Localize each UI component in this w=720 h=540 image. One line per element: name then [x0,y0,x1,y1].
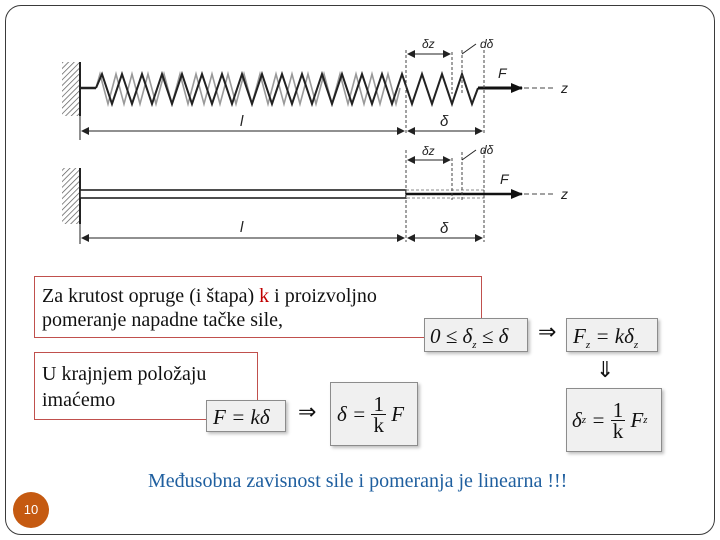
implies-arrow-icon: ⇒ [538,320,557,345]
force-z-formula: $F_z = k\delta_z$ [566,318,658,352]
spring-length-label: l [240,113,244,130]
extreme-line-2: imaćemo [42,389,116,411]
spring-elongation-label: δ [440,113,449,130]
conclusion-text: Međusobna zavisnost sile i pomeranja je linearna !!! [148,470,568,492]
spring-force-label: F [498,65,507,81]
bar-elongation-label: δ [440,220,449,237]
bar-delta-z-label: δz [422,144,435,158]
spring-delta-z-label: δz [422,37,435,51]
bar-body [80,190,406,198]
delta-total-formula: δ = $\frac{1}{k}$ F [330,382,418,446]
stiffness-line-2: pomeranje napadne tačke sile, [42,309,283,331]
bar-diagram [62,143,568,244]
spring-wall [62,62,80,116]
page-number-badge: 10 [13,492,49,528]
extreme-line-1: U krajnjem položaju [42,363,207,385]
spring-z-label: z [561,80,568,96]
stiffness-k: k [259,285,270,307]
bar-d-delta-label: dδ [480,143,494,157]
force-total-formula: F = kδ [206,400,286,432]
down-arrow-icon: ⇓ [596,358,615,383]
implies-arrow-icon-2: ⇒ [298,400,317,425]
bar-z-label: z [561,186,568,202]
stiffness-line-1 [42,284,377,308]
bar-force-label: F [500,171,509,187]
spring-diagram [62,37,568,140]
bar-wall [62,168,80,224]
spring-d-delta-label: dδ [480,37,494,51]
delta-z-formula: δ z = $\frac{1}{k}$ F z [566,388,662,452]
range-formula: $0 \le \delta_z \le \delta$ [424,318,528,352]
spring-stretched [96,74,478,104]
stiffness-line-1-a: Za krutost opruge (i štapa) [42,285,260,307]
bar-length-label: l [240,219,244,236]
stiffness-line-1-b: i proizvoljno [269,285,377,307]
